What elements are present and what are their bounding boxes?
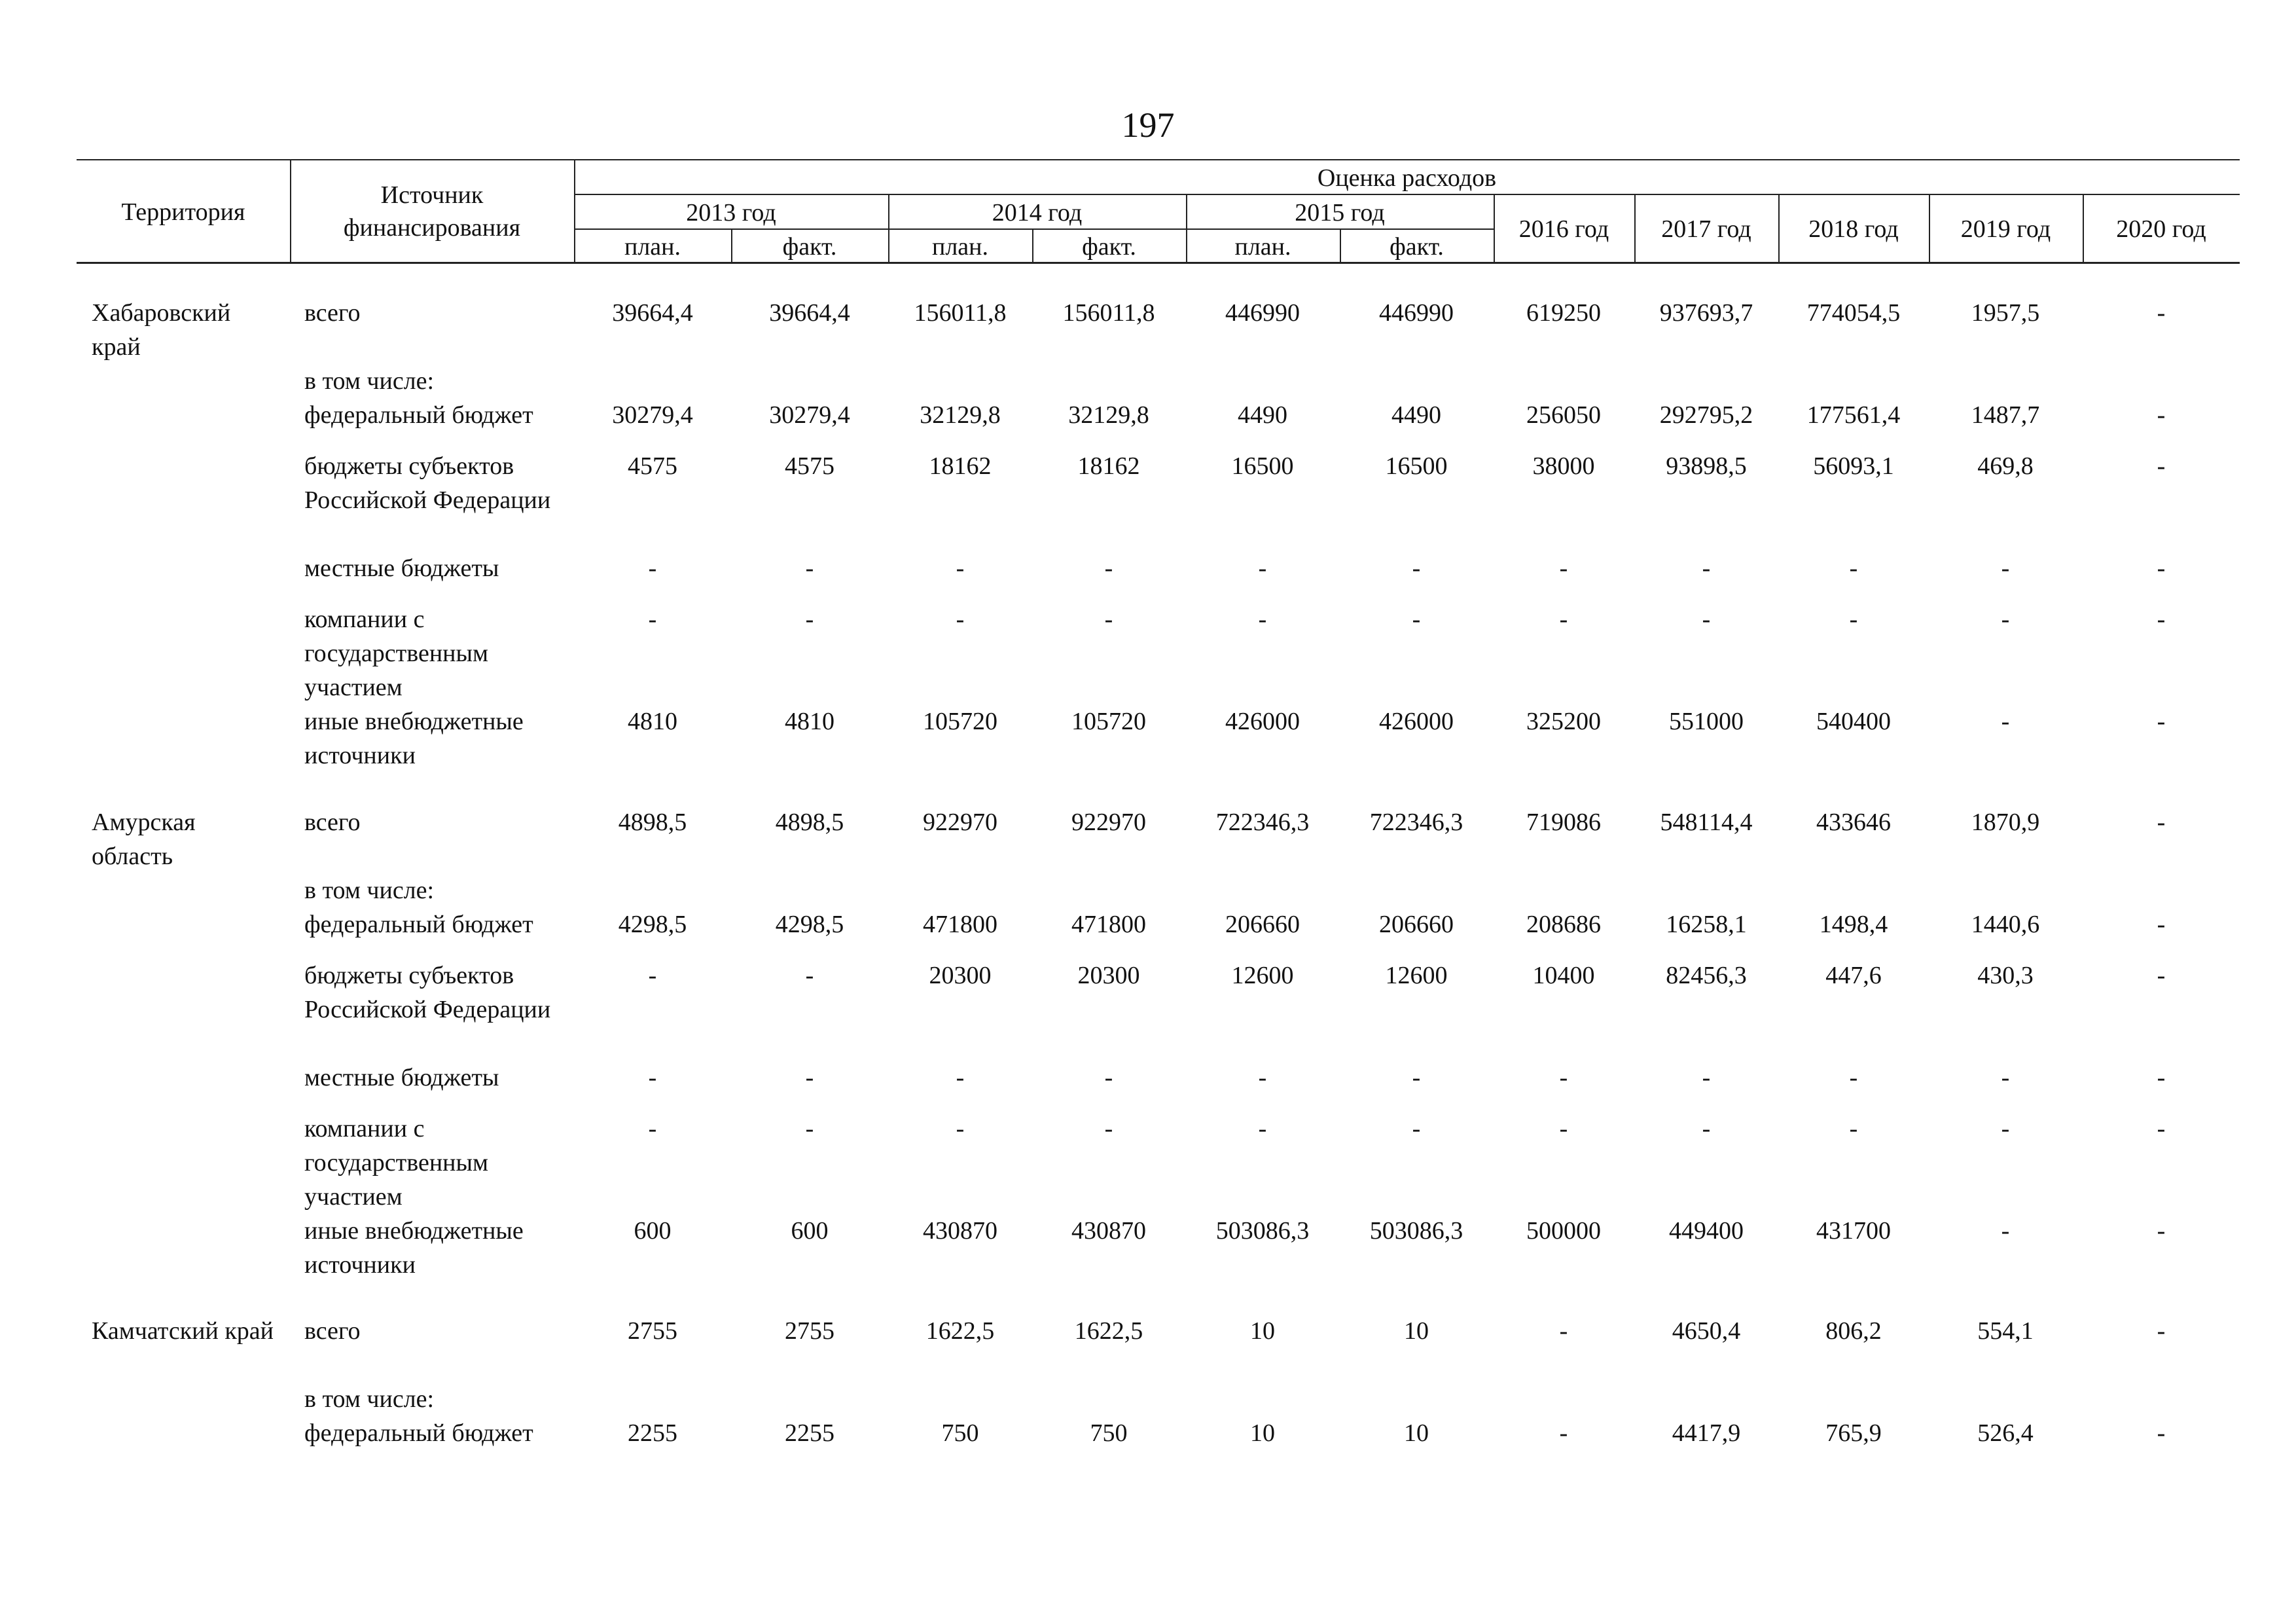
source-cell: бюджеты субъектов Российской Федерации (304, 452, 551, 514)
value-cell: - (956, 1064, 965, 1091)
value-cell: - (1104, 606, 1113, 633)
value-cell: 4417,9 (1672, 1419, 1741, 1447)
value-cell: - (2001, 1064, 2010, 1091)
value-cell: 56093,1 (1813, 452, 1894, 480)
value-cell: 10 (1404, 1317, 1429, 1345)
territory-cell: Амурская область (92, 809, 196, 870)
value-cell: - (1104, 1064, 1113, 1091)
value-cell: - (648, 962, 657, 989)
value-cell: 430870 (1071, 1217, 1146, 1245)
source-cell: всего (304, 1317, 361, 1345)
value-cell: - (2157, 555, 2166, 582)
value-cell: - (1559, 1317, 1568, 1345)
source-cell: федеральный бюджет (304, 401, 533, 429)
value-cell: 937693,7 (1659, 299, 1753, 327)
value-cell: 39664,4 (612, 299, 693, 327)
header-year-2018: 2018 год (1808, 215, 1899, 243)
value-cell: - (956, 1115, 965, 1142)
header-fact: факт. (1082, 233, 1136, 261)
value-cell: 600 (791, 1217, 829, 1245)
value-cell: 446990 (1379, 299, 1454, 327)
value-cell: 18162 (929, 452, 992, 480)
value-cell: - (1412, 1115, 1421, 1142)
value-cell: 1487,7 (1971, 401, 2040, 429)
page-number: 197 (1121, 105, 1175, 145)
value-cell: - (648, 1064, 657, 1091)
value-cell: 2255 (628, 1419, 677, 1447)
value-cell: - (2157, 452, 2166, 480)
value-cell: - (1104, 1115, 1113, 1142)
value-cell: 1498,4 (1819, 911, 1888, 938)
value-cell: 430870 (923, 1217, 997, 1245)
value-cell: 16258,1 (1666, 911, 1747, 938)
value-cell: 38000 (1532, 452, 1595, 480)
value-cell: - (805, 962, 814, 989)
value-cell: 619250 (1526, 299, 1601, 327)
source-cell: иные внебюджетные источники (304, 708, 524, 769)
value-cell: 10400 (1532, 962, 1595, 989)
value-cell: 30279,4 (769, 401, 850, 429)
value-cell: - (1702, 606, 1711, 633)
value-cell: - (1104, 555, 1113, 582)
value-cell: - (1849, 1064, 1858, 1091)
value-cell: 600 (634, 1217, 672, 1245)
value-cell: - (1258, 1115, 1267, 1142)
value-cell: 208686 (1526, 911, 1601, 938)
value-cell: - (648, 555, 657, 582)
value-cell: 922970 (923, 809, 997, 836)
value-cell: - (2001, 708, 2010, 735)
header-year-2017: 2017 год (1661, 215, 1751, 243)
value-cell: 206660 (1225, 911, 1300, 938)
header-plan: план. (1234, 233, 1291, 261)
value-cell: - (2157, 1317, 2166, 1345)
value-cell: - (648, 606, 657, 633)
value-cell: 93898,5 (1666, 452, 1747, 480)
header-plan: план. (931, 233, 988, 261)
value-cell: - (1559, 1419, 1568, 1447)
value-cell: - (2001, 1115, 2010, 1142)
value-cell: - (648, 1115, 657, 1142)
top-rule (77, 159, 2240, 160)
value-cell: 156011,8 (1062, 299, 1155, 327)
source-cell: компании с государственным участием (304, 1115, 489, 1211)
value-cell: 2755 (628, 1317, 677, 1345)
header-fact: факт. (782, 233, 837, 261)
value-cell: 750 (941, 1419, 979, 1447)
value-cell: 806,2 (1825, 1317, 1882, 1345)
value-cell: 426000 (1225, 708, 1300, 735)
header-plan: план. (624, 233, 681, 261)
value-cell: 722346,3 (1369, 809, 1463, 836)
value-cell: - (2001, 1217, 2010, 1245)
value-cell: - (1412, 555, 1421, 582)
value-cell: - (1559, 606, 1568, 633)
source-cell: федеральный бюджет (304, 911, 533, 938)
value-cell: - (1258, 555, 1267, 582)
value-cell: 32129,8 (920, 401, 1001, 429)
value-cell: 503086,3 (1369, 1217, 1463, 1245)
value-cell: 4810 (785, 708, 834, 735)
source-cell: всего (304, 299, 361, 327)
value-cell: - (956, 606, 965, 633)
value-cell: - (1258, 1064, 1267, 1091)
value-cell: - (1702, 1064, 1711, 1091)
col-divider (290, 159, 291, 263)
value-cell: - (1559, 1115, 1568, 1142)
source-cell: иные внебюджетные источники (304, 1217, 524, 1279)
value-cell: 446990 (1225, 299, 1300, 327)
source-cell: в том числе: (304, 877, 435, 904)
value-cell: 4898,5 (775, 809, 844, 836)
value-cell: 156011,8 (914, 299, 1007, 327)
value-cell: 256050 (1526, 401, 1601, 429)
value-cell: 1622,5 (925, 1317, 995, 1345)
value-cell: 30279,4 (612, 401, 693, 429)
value-cell: 430,3 (1977, 962, 2034, 989)
header-territory: Территория (121, 198, 245, 226)
value-cell: 325200 (1526, 708, 1601, 735)
value-cell: 32129,8 (1068, 401, 1149, 429)
value-cell: 922970 (1071, 809, 1146, 836)
value-cell: 503086,3 (1215, 1217, 1310, 1245)
value-cell: - (2157, 1064, 2166, 1091)
header-year-2016: 2016 год (1518, 215, 1609, 243)
value-cell: 469,8 (1977, 452, 2034, 480)
value-cell: 500000 (1526, 1217, 1601, 1245)
value-cell: 292795,2 (1659, 401, 1753, 429)
header-fact: факт. (1390, 233, 1444, 261)
value-cell: 551000 (1669, 708, 1744, 735)
value-cell: 1957,5 (1971, 299, 2040, 327)
value-cell: - (805, 1064, 814, 1091)
value-cell: - (1258, 606, 1267, 633)
value-cell: - (2157, 1115, 2166, 1142)
value-cell: - (2001, 606, 2010, 633)
source-cell: в том числе: (304, 1385, 435, 1413)
value-cell: 12600 (1231, 962, 1294, 989)
value-cell: 4490 (1391, 401, 1441, 429)
value-cell: 540400 (1816, 708, 1891, 735)
value-cell: - (1702, 555, 1711, 582)
value-cell: - (805, 1115, 814, 1142)
value-cell: 10 (1250, 1419, 1275, 1447)
source-cell: федеральный бюджет (304, 1419, 533, 1447)
estimate-rule (574, 194, 2240, 195)
value-cell: 1870,9 (1971, 809, 2040, 836)
value-cell: - (2157, 911, 2166, 938)
value-cell: - (1849, 555, 1858, 582)
value-cell: 750 (1090, 1419, 1128, 1447)
value-cell: 471800 (1071, 911, 1146, 938)
value-cell: 10 (1250, 1317, 1275, 1345)
value-cell: 4490 (1238, 401, 1287, 429)
territory-cell: Камчатский край (92, 1317, 274, 1345)
value-cell: - (1559, 555, 1568, 582)
header-estimate: Оценка расходов (1317, 164, 1497, 192)
source-cell: местные бюджеты (304, 555, 499, 582)
value-cell: 20300 (929, 962, 992, 989)
value-cell: 719086 (1526, 809, 1601, 836)
value-cell: 426000 (1379, 708, 1454, 735)
value-cell: - (2157, 606, 2166, 633)
source-cell: бюджеты субъектов Российской Федерации (304, 962, 551, 1023)
source-cell: компании с государственным участием (304, 606, 489, 701)
value-cell: - (1849, 606, 1858, 633)
value-cell: 18162 (1077, 452, 1140, 480)
value-cell: 105720 (923, 708, 997, 735)
value-cell: 2255 (785, 1419, 834, 1447)
source-cell: всего (304, 809, 361, 836)
value-cell: 471800 (923, 911, 997, 938)
value-cell: - (2157, 401, 2166, 429)
value-cell: 433646 (1816, 809, 1891, 836)
header-year-2020: 2020 год (2116, 215, 2206, 243)
header-year-2015: 2015 год (1295, 199, 1385, 227)
value-cell: 10 (1404, 1419, 1429, 1447)
value-cell: - (805, 555, 814, 582)
territory-cell: Хабаровский край (92, 299, 231, 361)
value-cell: - (2157, 809, 2166, 836)
header-year-2014: 2014 год (992, 199, 1083, 227)
value-cell: 431700 (1816, 1217, 1891, 1245)
value-cell: - (1702, 1115, 1711, 1142)
value-cell: 526,4 (1977, 1419, 2034, 1447)
value-cell: 722346,3 (1215, 809, 1310, 836)
value-cell: 16500 (1385, 452, 1448, 480)
value-cell: - (1849, 1115, 1858, 1142)
value-cell: 1622,5 (1074, 1317, 1143, 1345)
value-cell: 16500 (1231, 452, 1294, 480)
header-source: Источник финансирования (343, 181, 521, 242)
value-cell: - (2001, 555, 2010, 582)
value-cell: 4575 (628, 452, 677, 480)
header-year-2013: 2013 год (686, 199, 776, 227)
value-cell: - (2157, 1419, 2166, 1447)
value-cell: - (2157, 708, 2166, 735)
value-cell: 2755 (785, 1317, 834, 1345)
value-cell: 554,1 (1977, 1317, 2034, 1345)
year-rule (574, 228, 1494, 230)
value-cell: 39664,4 (769, 299, 850, 327)
value-cell: - (1559, 1064, 1568, 1091)
value-cell: 765,9 (1825, 1419, 1882, 1447)
value-cell: 105720 (1071, 708, 1146, 735)
value-cell: 4575 (785, 452, 834, 480)
value-cell: 206660 (1379, 911, 1454, 938)
value-cell: 4298,5 (618, 911, 687, 938)
value-cell: 449400 (1669, 1217, 1744, 1245)
value-cell: - (956, 555, 965, 582)
value-cell: - (2157, 1217, 2166, 1245)
value-cell: 12600 (1385, 962, 1448, 989)
value-cell: 82456,3 (1666, 962, 1747, 989)
value-cell: 177561,4 (1806, 401, 1901, 429)
value-cell: 548114,4 (1660, 809, 1753, 836)
value-cell: 4898,5 (618, 809, 687, 836)
value-cell: 4650,4 (1672, 1317, 1741, 1345)
header-year-2019: 2019 год (1960, 215, 2051, 243)
value-cell: 4298,5 (775, 911, 844, 938)
value-cell: 447,6 (1825, 962, 1882, 989)
value-cell: - (1412, 606, 1421, 633)
value-cell: - (805, 606, 814, 633)
source-cell: местные бюджеты (304, 1064, 499, 1091)
value-cell: 774054,5 (1806, 299, 1901, 327)
value-cell: - (2157, 962, 2166, 989)
value-cell: - (1412, 1064, 1421, 1091)
value-cell: 4810 (628, 708, 677, 735)
source-cell: в том числе: (304, 367, 435, 395)
value-cell: - (2157, 299, 2166, 327)
value-cell: 1440,6 (1971, 911, 2040, 938)
value-cell: 20300 (1077, 962, 1140, 989)
